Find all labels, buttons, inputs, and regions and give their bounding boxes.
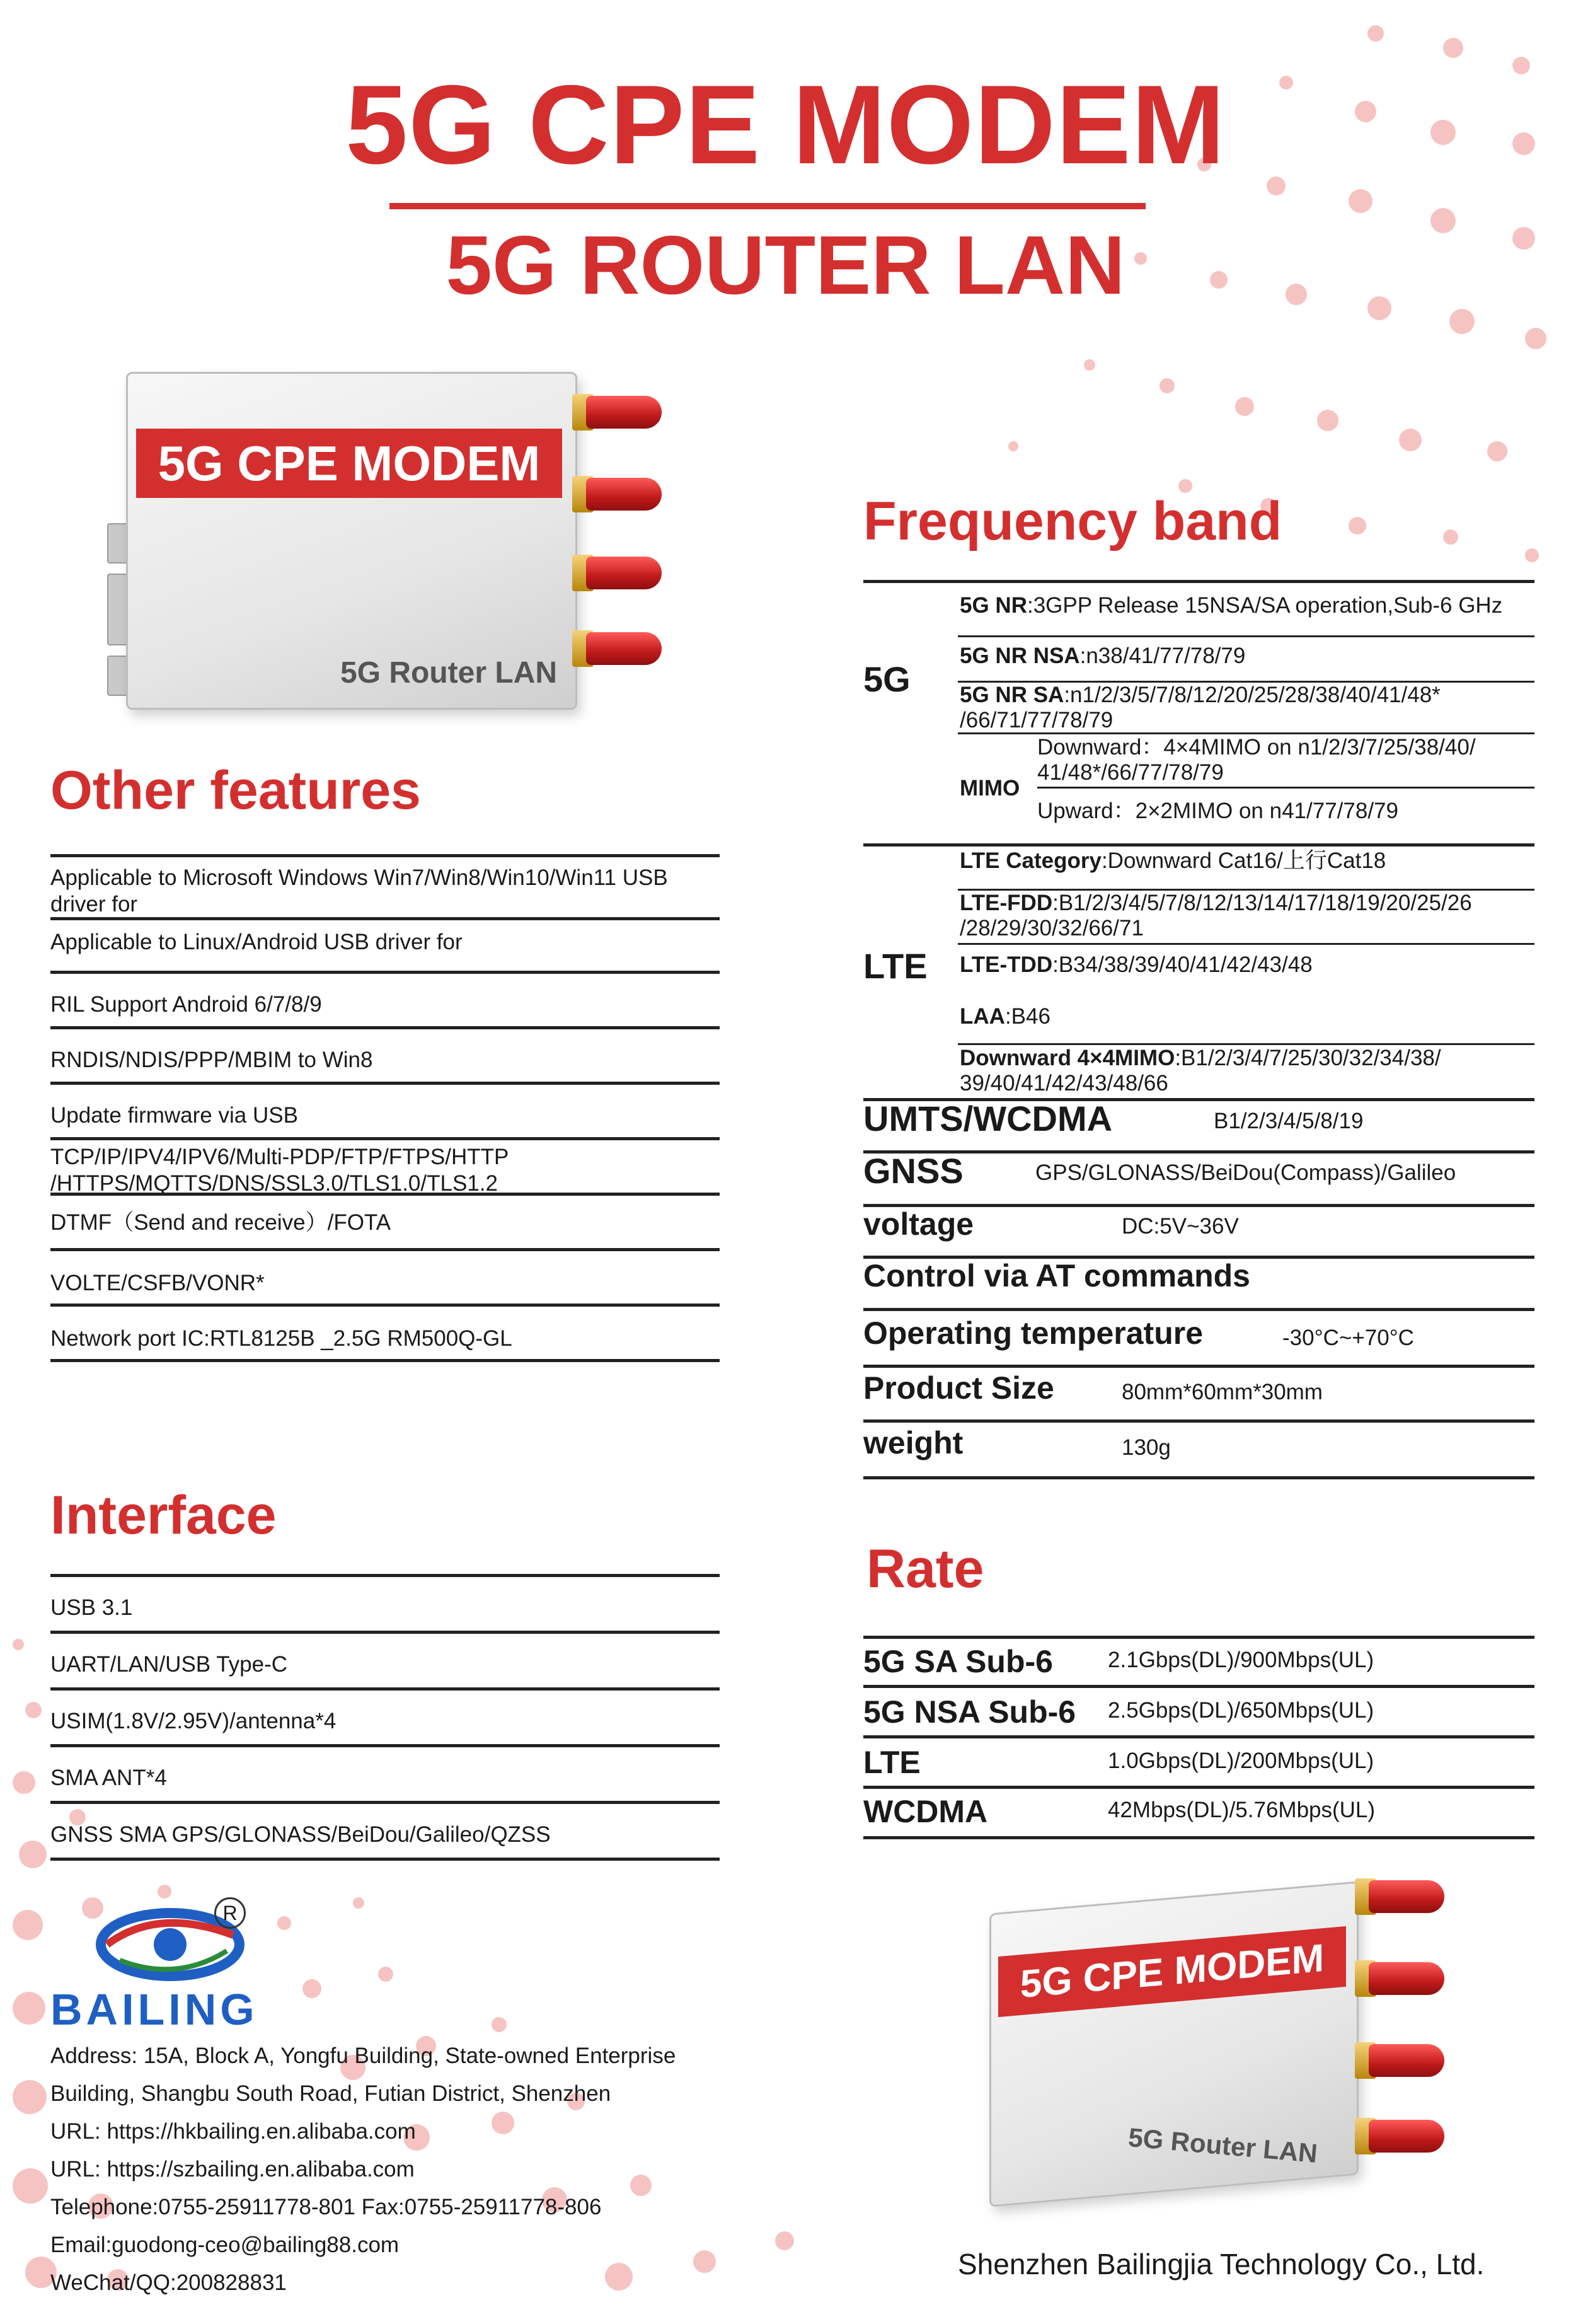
weight-label: weight	[863, 1425, 964, 1460]
rate-heading: Rate	[866, 1539, 984, 1599]
list-item: RIL Support Android 6/7/8/9	[50, 971, 720, 1018]
temperature-value: -30°C~+70°C	[1282, 1326, 1414, 1350]
voltage-value: DC:5V~36V	[1122, 1214, 1239, 1239]
interface-heading: Interface	[50, 1485, 277, 1546]
list-item: TCP/IP/IPV4/IPV6/Multi-PDP/FTP/FTPS/HTTP /HTTPS/MQTTS/DNS/SSL3.0/TLS1.0/TLS1.2	[50, 1137, 720, 1197]
list-item: Applicable to Linux/Android USB driver for	[50, 917, 720, 956]
product-image-bottom	[977, 1859, 1456, 2212]
rate-value: 2.1Gbps(DL)/900Mbps(UL)	[1108, 1648, 1374, 1672]
wechat-line: WeChat/QQ:200828831	[50, 2270, 287, 2295]
list-item: VOLTE/CSFB/VONR*	[50, 1248, 720, 1297]
other-features-heading: Other features	[50, 760, 421, 821]
page-title: 5G CPE MODEM	[345, 62, 1226, 187]
rate-table	[863, 1636, 1534, 1844]
rate-value: 2.5Gbps(DL)/650Mbps(UL)	[1108, 1698, 1374, 1723]
address-line: Building, Shangbu South Road, Futian District, Shenzhen	[50, 2081, 611, 2106]
bailing-logo	[50, 1891, 277, 2036]
title-divider	[389, 203, 1146, 209]
frequency-table: 5G 5G NR:3GPP Release 15NSA/SA operation,Sub-6 GHz 5G NR NSA:n38/41/77/78/79 5G NR SA:n1/2/3/5/7/8/12/20/25/28/38/40/41/48* /66/71/77/78/79 MIMO Downward：4×4MIMO on n1/2/3/7/25/38/40/ 41/48*/66/77/78/79 Upward：2×2MIMO on n41/77/78/79 LTE LTE Category:Downward Cat16/上行Cat18 LTE-FDD:B1/2/3/4/5/7/8/12/13/14/17/18/19/20/25/26 /28/29/30/32/66/71 LTE-TDD:B34/38/39/40/41/42/43/48 LAA:B46 Downward 4×4MIMO:B1/2/3/4/7/25/30/32/34/38/ 39/40/41/42/43/48/66 UMTS/WCDMA B1/2/3/4/5/8/19 GNSS GPS/GLONASS/BeiDou(Compass)/Galileo voltage DC:5V~36V Control via AT commands Operating temperature -30°C~+70°C Product Size 80mm*60mm*30mm weight 130g	[863, 580, 1534, 1481]
gnss-value: GPS/GLONASS/BeiDou(Compass)/Galileo	[1035, 1160, 1456, 1185]
band-lte-label: LTE	[863, 946, 928, 986]
at-commands-label: Control via AT commands	[863, 1258, 1250, 1293]
umts-value: B1/2/3/4/5/8/19	[1214, 1109, 1364, 1133]
contact-block	[50, 2037, 807, 2302]
product-band-label: 5G CPE MODEM	[998, 1926, 1346, 2017]
product-router-label: 5G Router LAN	[340, 656, 558, 690]
logo-text: BAILING	[50, 1985, 258, 2034]
rate-label: LTE	[863, 1745, 921, 1780]
rate-value: 42Mbps(DL)/5.76Mbps(UL)	[1108, 1798, 1376, 1822]
product-image-top	[101, 366, 668, 719]
list-item: USB 3.1	[50, 1574, 720, 1621]
size-value: 80mm*60mm*30mm	[1122, 1380, 1323, 1404]
rate-label: WCDMA	[863, 1794, 988, 1829]
other-features-list	[50, 854, 720, 1371]
umts-label: UMTS/WCDMA	[863, 1099, 1113, 1138]
list-item: DTMF（Send and receive）/FOTA	[50, 1193, 720, 1236]
product-router-label: 5G Router LAN	[1127, 2122, 1319, 2169]
list-item: USIM(1.8V/2.95V)/antenna*4	[50, 1687, 720, 1735]
frequency-band-heading: Frequency band	[863, 491, 1282, 552]
weight-value: 130g	[1122, 1435, 1171, 1460]
list-item: GNSS SMA GPS/GLONASS/BeiDou/Galileo/QZSS	[50, 1801, 720, 1848]
company-name: Shenzhen Bailingjia Technology Co., Ltd.	[958, 2248, 1485, 2281]
temperature-label: Operating temperature	[863, 1315, 1204, 1351]
band-5g-label: 5G	[863, 659, 911, 699]
interface-list	[50, 1574, 720, 1864]
url-line[interactable]: URL: https://hkbailing.en.alibaba.com	[50, 2119, 416, 2144]
phone-line: Telephone:0755-25911778-801 Fax:0755-25911778-806	[50, 2195, 602, 2219]
list-item: Update firmware via USB	[50, 1082, 720, 1129]
list-item: Network port IC:RTL8125B _2.5G RM500Q-GL	[50, 1304, 720, 1352]
rate-label: 5G NSA Sub-6	[863, 1694, 1076, 1730]
list-item: Applicable to Microsoft Windows Win7/Win8/Win10/Win11 USB driver for	[50, 854, 720, 910]
voltage-label: voltage	[863, 1206, 974, 1242]
list-item: SMA ANT*4	[50, 1744, 720, 1791]
registered-mark: R	[214, 1897, 246, 1929]
gnss-label: GNSS	[863, 1151, 964, 1191]
list-item: RNDIS/NDIS/PPP/MBIM to Win8	[50, 1026, 720, 1073]
list-item: UART/LAN/USB Type-C	[50, 1631, 720, 1678]
mimo-label: MIMO	[960, 776, 1020, 801]
page-subtitle: 5G ROUTER LAN	[446, 219, 1125, 311]
product-band-label: 5G CPE MODEM	[136, 429, 562, 498]
rate-label: 5G SA Sub-6	[863, 1644, 1053, 1679]
url-line[interactable]: URL: https://szbailing.en.alibaba.com	[50, 2157, 415, 2182]
size-label: Product Size	[863, 1370, 1054, 1406]
email-line[interactable]: Email:guodong-ceo@bailing88.com	[50, 2233, 400, 2257]
address-line: Address: 15A, Block A, Yongfu Building, State-owned Enterprise	[50, 2044, 676, 2068]
rate-value: 1.0Gbps(DL)/200Mbps(UL)	[1108, 1749, 1374, 1773]
